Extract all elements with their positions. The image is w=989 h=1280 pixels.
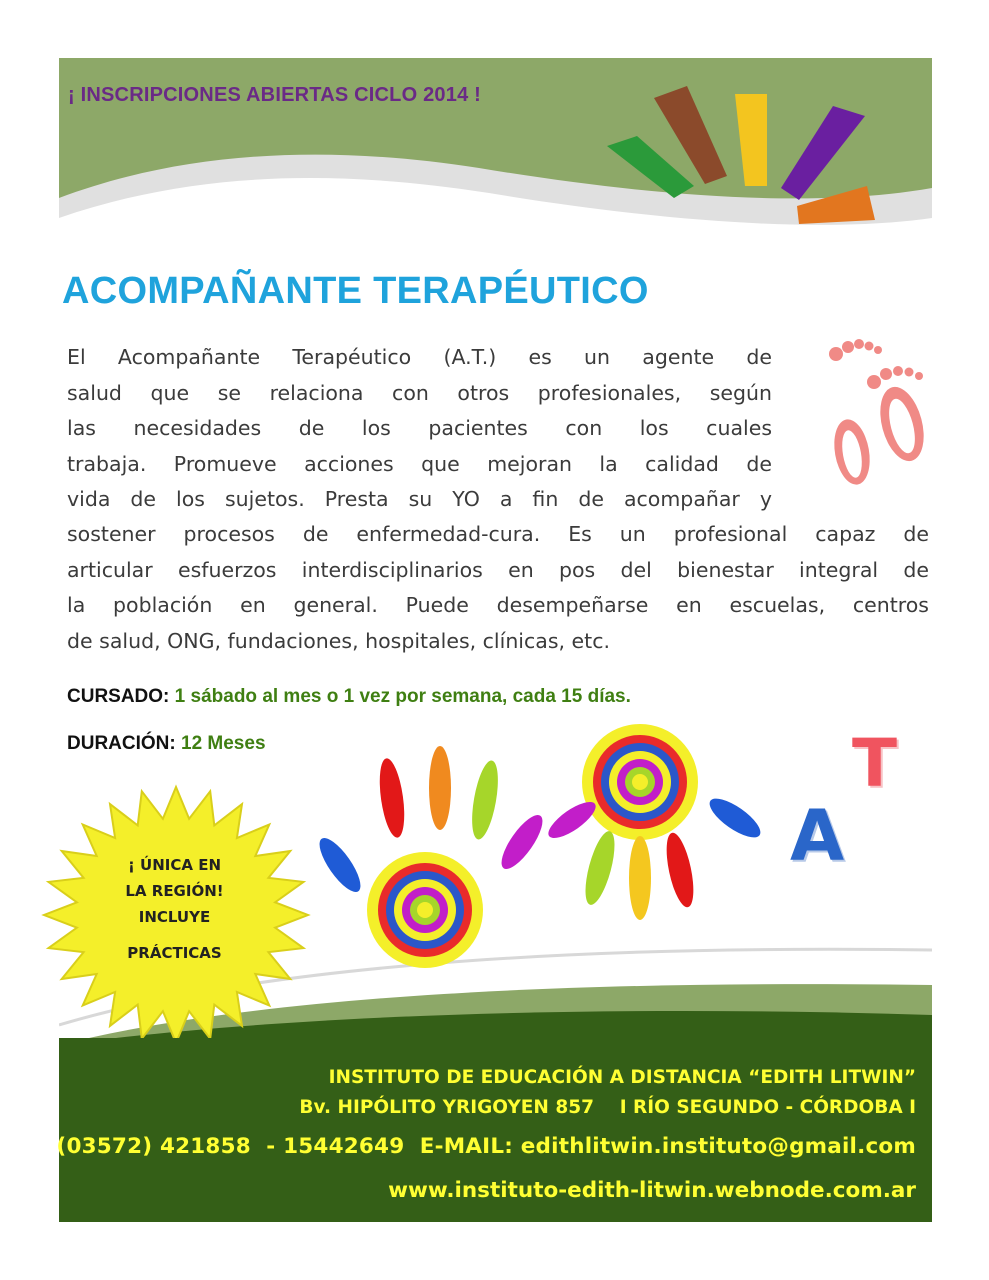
institute-address: Bv. HIPÓLITO YRIGOYEN 857 I RÍO SEGUNDO - CÓRDOBA I — [299, 1097, 916, 1118]
duration-value: 12 Meses — [175, 733, 266, 754]
enrollment-banner-text: ¡ INSCRIPCIONES ABIERTAS CICLO 2014 ! — [68, 84, 482, 106]
paragraph-line: El Acompañante Terapéutico (A.T.) es un agente de — [67, 345, 772, 369]
page-title: ACOMPAÑANTE TERAPÉUTICO — [62, 270, 649, 312]
website-link[interactable]: www.instituto-edith-litwin.webnode.com.ar — [388, 1178, 916, 1203]
handprints-icon — [310, 720, 770, 970]
course-duration — [67, 733, 266, 755]
badge-line: PRÁCTICAS — [127, 944, 222, 962]
footprints-icon — [814, 334, 939, 494]
contact-info: (03572) 421858 - 15442649 E-MAIL: edithlitwin.instituto@gmail.com — [56, 1134, 916, 1159]
badge-line: INCLUYE — [138, 908, 211, 926]
paragraph-line: articular esfuerzos interdisciplinarios en pos del bienestar integral de — [67, 557, 929, 582]
paragraph-line: las necesidades de los pacientes con los cuales — [67, 416, 772, 440]
duration-label: DURACIÓN: — [67, 733, 176, 754]
logo-letter-a: A — [790, 795, 845, 877]
paragraph-line: de salud, ONG, fundaciones, hospitales, clínicas, etc. — [67, 628, 610, 653]
paragraph-line: salud que se relaciona con otros profesionales, según — [67, 380, 772, 405]
paragraph-line: trabaja. Promueve acciones que mejoran la calidad de — [67, 451, 772, 476]
course-schedule — [67, 686, 631, 708]
schedule-value: 1 sábado al mes o 1 vez por semana, cada 15 días. — [169, 686, 631, 707]
paragraph-line: vida de los sujetos. Presta su YO a fin de acompañar y — [67, 487, 772, 511]
badge-text — [92, 852, 257, 966]
description-paragraph-top — [67, 340, 772, 518]
schedule-label: CURSADO: — [67, 686, 170, 707]
badge-line: ¡ ÚNICA EN — [127, 856, 222, 874]
institute-name: INSTITUTO DE EDUCACIÓN A DISTANCIA “EDITH LITWIN” — [328, 1067, 916, 1088]
badge-line: LA REGIÓN! — [125, 882, 224, 900]
description-paragraph-bottom — [67, 517, 929, 659]
paragraph-line: sostener procesos de enfermedad-cura. Es un profesional capaz de — [67, 522, 929, 546]
logo-letter-t: T — [852, 725, 898, 802]
paragraph-line: la población en general. Puede desempeñarse en escuelas, centros — [67, 593, 929, 617]
